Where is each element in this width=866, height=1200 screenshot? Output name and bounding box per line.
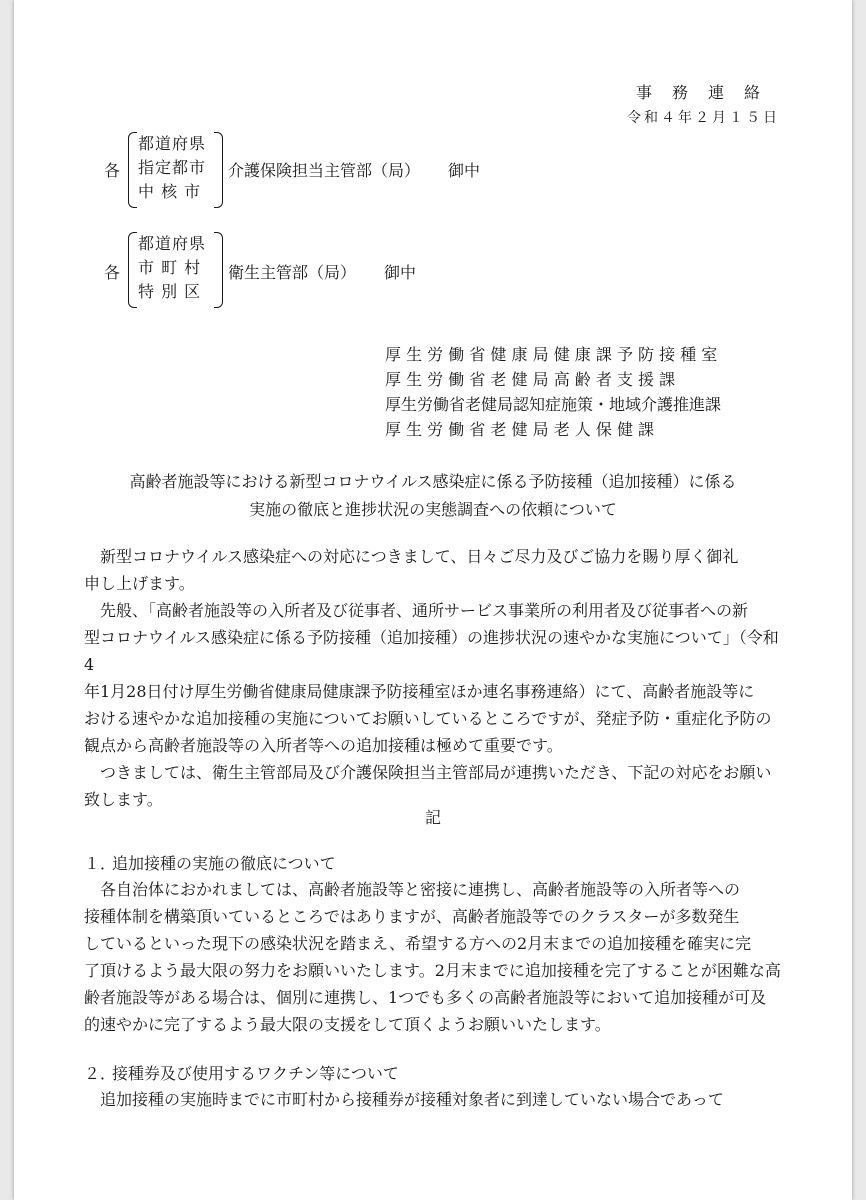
addressee-entity: 都道府県 <box>138 234 207 253</box>
addressee-entity-list <box>138 232 214 304</box>
addressee-department: 介護保険担当主管部（局） <box>228 161 421 180</box>
bracket-right <box>214 232 223 308</box>
intro-line: 年1月28日付け厚生労働省健康局健康課予防接種室ほか連名事務連絡）にて、高齢者施設等に <box>84 682 755 701</box>
section-line: 接種体制を構築頂いているところではありますが、高齢者施設等でのクラスターが多数発生 <box>84 907 740 926</box>
section-title: 追加接種の実施の徹底について <box>112 854 336 873</box>
addressee-prefix: 各 <box>104 263 121 282</box>
section-line: 齢者施設等がある場合は、個別に連携し、1つでも多くの高齢者施設等において追加接種が可及 <box>84 988 767 1007</box>
section-title: 接種券及び使用するワクチン等について <box>112 1064 399 1083</box>
addressee-prefix: 各 <box>104 161 121 180</box>
notice-date: 令和４年２月１５日 <box>627 110 780 126</box>
bracket-left <box>128 132 137 208</box>
intro-line: 新型コロナウイルス感染症への対応につきまして、日々ご尽力及びご協力を賜り厚く御礼 <box>100 547 739 566</box>
section-2-body <box>84 1086 784 1113</box>
addressee-entity: 中 核 市 <box>138 182 202 201</box>
section-number: ２． <box>84 1064 117 1083</box>
intro-line: 型コロナウイルス感染症に係る予防接種（追加接種）の進捗状況の速やかな実施について」（令和4 <box>84 628 779 674</box>
section-1-heading <box>84 851 336 874</box>
subject-line-1: 高齢者施設等における新型コロナウイルス感染症に係る予防接種（追加接種）に係る <box>129 472 737 491</box>
section-line: 追加接種の実施時までに市町村から接種券が接種対象者に到達していない場合であって <box>100 1090 724 1109</box>
addressee-department-line <box>228 158 480 181</box>
ki-heading: 記 <box>424 808 441 827</box>
intro-line: 観点から高齢者施設等の入所者等への追加接種は極めて重要です。 <box>84 736 563 755</box>
addressee-department-line <box>228 260 416 283</box>
section-line: しているといった現下の感染状況を踏まえ、希望する方への2月末までの追加接種を確実に完 <box>84 934 752 953</box>
addressee-entity: 指定都市 <box>138 158 207 177</box>
subject-line-2: 実施の徹底と進捗状況の実態調査への依頼について <box>249 500 617 519</box>
addressee-entity: 市 町 村 <box>138 258 202 277</box>
addressee-entity: 都道府県 <box>138 134 207 153</box>
intro-line: 致します。 <box>84 790 163 809</box>
intro-line: つきましては、衛生主管部局及び介護保険担当主管部局が連携いただき、下記の対応をお願い <box>100 763 772 782</box>
honorific: 御中 <box>448 161 481 180</box>
sender: 厚 生 労 働 省 老 健 局 高 齢 者 支 援 課 <box>385 370 676 389</box>
section-line: 了頂けるよう最大限の努力をお願いいたします。2月末までに追加接種を完了することが困難な高 <box>84 961 781 980</box>
addressee-entity: 特 別 区 <box>138 282 202 301</box>
addressee-department: 衛生主管部（局） <box>228 263 357 282</box>
document-subject <box>0 468 866 524</box>
sender: 厚 生 労 働 省 老 健 局 老 人 保 健 課 <box>385 420 655 439</box>
section-line: 的速やかに完了するよう最大限の支援をして頂くようお願いいたします。 <box>84 1015 611 1034</box>
page-edge-right <box>852 0 866 1200</box>
bracket-left <box>128 232 137 308</box>
bracket-right <box>214 132 223 208</box>
sender: 厚生労働省老健局認知症施策・地域介護推進課 <box>385 395 722 414</box>
section-number: １． <box>84 854 117 873</box>
honorific: 御中 <box>384 263 417 282</box>
intro-line: 先般、「高齢者施設等の入所者及び従事者、通所サービス事業所の利用者及び従事者への新 <box>100 601 749 620</box>
sender-list <box>385 342 721 442</box>
notice-type: 事務連絡 <box>635 83 780 102</box>
section-2-heading <box>84 1061 399 1084</box>
intro-line: 申し上げます。 <box>84 574 195 593</box>
section-line: 各自治体におかれましては、高齢者施設等と密接に連携し、高齢者施設等の入所者等への <box>100 880 741 899</box>
addressee-entity-list <box>138 132 214 204</box>
intro-line: おける速やかな追加接種の実施についてお願いしているところですが、発症予防・重症化予防の <box>84 709 772 728</box>
page-edge-left <box>0 0 14 1200</box>
intro-body <box>84 543 784 813</box>
sender: 厚 生 労 働 省 健 康 局 健 康 課 予 防 接 種 室 <box>385 345 718 364</box>
section-1-body <box>84 876 784 1038</box>
